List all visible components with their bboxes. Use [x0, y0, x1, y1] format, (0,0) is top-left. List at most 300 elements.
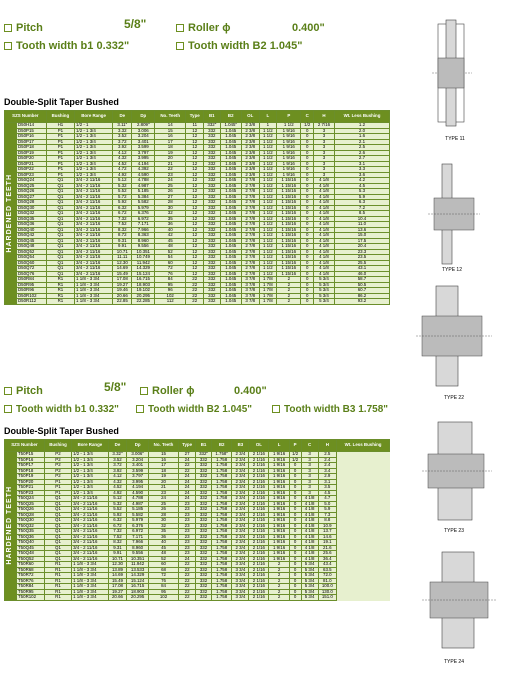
table-cell: 3.32 — [113, 128, 132, 134]
table-cell: 2 3/4 — [232, 529, 249, 535]
table-cell: 3.204 — [127, 457, 149, 463]
table-cell: 1.045 — [220, 134, 241, 140]
table-cell: 0 — [301, 178, 314, 184]
table-cell: 1.758 — [211, 474, 232, 480]
table-cell: 12 — [186, 244, 204, 250]
table-cell: 1.758 — [211, 595, 232, 601]
table-cell: 1 15/16 — [277, 178, 301, 184]
table2-title: Double-Split Taper Bushed — [4, 426, 119, 436]
table-cell: 2 — [269, 595, 289, 601]
table-cell: 2 1/16 — [249, 512, 269, 518]
table-cell: 12 — [186, 172, 204, 178]
table-cell: 4.788 — [132, 178, 155, 184]
table-cell: 3 — [301, 452, 318, 458]
column-header: Bushing — [44, 440, 71, 452]
table-cell: 16 — [149, 457, 179, 463]
table-cell: 1/2 - 1 3/4 — [75, 139, 113, 145]
table-cell: 7.32 — [113, 216, 132, 222]
table-cell: 3/4 - 2 11/16 — [75, 178, 113, 184]
table-cell: 11 — [186, 123, 204, 129]
table-cell: 24 — [179, 490, 196, 496]
table-cell: 22 — [186, 277, 204, 283]
table-cell: 2 3/4 — [232, 501, 249, 507]
table-cell: 1.2 — [334, 123, 389, 129]
table-cell: 2 7/8 — [241, 271, 259, 277]
table-cell: 93.2 — [334, 299, 389, 305]
table-cell: 1 1/2 — [259, 200, 277, 206]
table-cell: 2 3/8 — [241, 156, 259, 162]
table-cell: 9.91 — [113, 244, 132, 250]
table-cell: 2 3/4 — [232, 556, 249, 562]
table-cell: 48 — [149, 551, 179, 557]
table-cell: 1 15/16 — [277, 266, 301, 272]
table-cell: 2 3/8 — [241, 123, 259, 129]
table-cell: 2 7/8 — [241, 194, 259, 200]
table-cell: 21 — [149, 485, 179, 491]
table-cell: D50R112 — [17, 299, 47, 305]
table-cell: 4.987 — [127, 501, 149, 507]
table-cell: 1/2 - 1 — [75, 123, 113, 129]
table-cell: 2 — [277, 293, 301, 299]
table-cell: 13.89 — [108, 567, 127, 573]
table-cell: D50Q30 — [17, 205, 47, 211]
table-cell: 2 — [269, 567, 289, 573]
table-cell: 3.52 — [113, 134, 132, 140]
table-cell: 12 — [186, 178, 204, 184]
table-cell: 16 — [155, 134, 186, 140]
column-header: Bushing — [46, 111, 74, 123]
table-cell: 0 — [289, 595, 301, 601]
table-cell: 5 3/4 — [314, 277, 335, 283]
table-cell: 3/4 - 2 11/16 — [75, 194, 113, 200]
table-cell: 3.006" — [127, 452, 149, 458]
table-cell: 2 3/4 — [232, 507, 249, 513]
table-cell: 24 — [179, 485, 196, 491]
column-header: C — [301, 111, 314, 123]
table-cell: 332 — [196, 545, 212, 551]
table-cell: 5.32 — [113, 183, 132, 189]
table-cell: 24 — [179, 479, 196, 485]
table-cell: 4 1/8 — [301, 540, 318, 546]
table-cell: 1.758 — [211, 518, 232, 524]
table-cell: 1.045 — [220, 255, 241, 261]
table-cell: 1 7/8 — [259, 277, 277, 283]
table-cell: 1.045 — [220, 161, 241, 167]
table-cell: 19 — [149, 474, 179, 480]
table-cell: 1 15/16 — [277, 271, 301, 277]
table-cell: 2 3/4 — [232, 496, 249, 502]
column-header: Bore Range — [75, 111, 113, 123]
table-cell: 2 1/16 — [249, 551, 269, 557]
table-cell: 0 — [301, 244, 314, 250]
table-cell: 4 1/8 — [314, 189, 335, 195]
table-cell: 3/4 - 2 11/16 — [75, 233, 113, 239]
table-cell: 2 1/16 — [249, 457, 269, 463]
checkbox-icon — [4, 24, 12, 32]
table-cell: 0 — [289, 556, 301, 562]
table-cell: 1 9/16 — [269, 545, 289, 551]
table-cell: D50Q26 — [17, 189, 47, 195]
table-cell: 25.6 — [318, 551, 337, 557]
table-cell: Q1 — [44, 540, 71, 546]
table-cell: 3.92 — [113, 145, 132, 151]
table-cell: P1 — [46, 167, 74, 173]
table-cell: 32 — [155, 211, 186, 217]
table-cell: 4.92 — [113, 172, 132, 178]
table-cell: 3.599 — [127, 468, 149, 474]
table-cell: D50Q35 — [17, 216, 47, 222]
table-cell: T50R95 — [17, 589, 45, 595]
table-cell: 0 — [301, 128, 314, 134]
table-cell: 4.52 — [108, 485, 127, 491]
table-cell: 72 — [149, 573, 179, 579]
table-cell: 1/2 - 1 3/4 — [72, 485, 109, 491]
table-cell: 2 7/8 — [241, 227, 259, 233]
table-cell: 12 — [186, 128, 204, 134]
table-cell: 1.758 — [211, 589, 232, 595]
table-cell: 332 — [204, 128, 220, 134]
table-cell: 3 3/4 — [232, 567, 249, 573]
table-cell: 2 3/4 — [232, 490, 249, 496]
table-cell: 60 — [149, 562, 179, 568]
table-cell: 4 1/8 — [301, 496, 318, 502]
table-cell: 4.194 — [127, 485, 149, 491]
table-cell: T50R76 — [17, 578, 45, 584]
table-cell: 332 — [204, 288, 220, 294]
column-header: P — [277, 111, 301, 123]
table-cell: 0 — [289, 468, 301, 474]
table-cell: 2 1/16 — [249, 501, 269, 507]
table-cell: 12 — [186, 238, 204, 244]
table-cell: 0 — [289, 490, 301, 496]
table-cell: 3.797 — [132, 150, 155, 156]
table-cell: Q1 — [46, 260, 74, 266]
table-cell: 12 — [186, 222, 204, 228]
table-cell: 8.960 — [127, 545, 149, 551]
table-cell: 332 — [204, 167, 220, 173]
table-cell: 1/2 - 1 3/4 — [75, 150, 113, 156]
table-cell: 332 — [196, 584, 212, 590]
table-cell: 1 9/16 — [269, 523, 289, 529]
table-cell: 2 1/16 — [249, 545, 269, 551]
table-cell: 42 — [155, 233, 186, 239]
table-cell: 84 — [155, 277, 186, 283]
table-cell: 332 — [204, 150, 220, 156]
table-cell: 332 — [204, 299, 220, 305]
column-header: L — [269, 440, 289, 452]
table-cell: 5 3/4 — [314, 282, 335, 288]
table-cell: 1 15/16 — [277, 233, 301, 239]
column-header: Wt. Less Bushing — [334, 111, 389, 123]
table-cell: 5 3/4 — [301, 589, 318, 595]
table-cell: 2 3/4 — [232, 457, 249, 463]
table-cell: 2 3/8 — [241, 134, 259, 140]
table-cell: 20.66 — [113, 293, 132, 299]
table-cell: 24 — [149, 496, 179, 502]
table-cell: D50P23 — [17, 172, 47, 178]
table-cell: 5.582 — [132, 200, 155, 206]
table-cell: 9.556 — [132, 244, 155, 250]
table-cell: 15.49 — [108, 578, 127, 584]
table-cell: 1 9/16 — [269, 529, 289, 535]
table-cell: 4.7 — [318, 496, 337, 502]
table-cell: 2 — [269, 578, 289, 584]
table-cell: 0 — [301, 238, 314, 244]
table-cell: Q1 — [44, 501, 71, 507]
table-cell: D50R84 — [17, 277, 47, 283]
table-cell: 1 1/2 — [259, 189, 277, 195]
table-cell: 3 — [314, 134, 335, 140]
table-cell: 2 3/8 — [241, 150, 259, 156]
table-cell: 12 — [186, 139, 204, 145]
table-cell: 4.392 — [132, 167, 155, 173]
table-cell: 5 3/4 — [301, 584, 318, 590]
table-cell: 1 15/16 — [277, 211, 301, 217]
table-cell: 5.185 — [127, 507, 149, 513]
table-cell: 1.758 — [211, 479, 232, 485]
table-cell: 332 — [196, 518, 212, 524]
table-cell: 4 1/8 — [314, 260, 335, 266]
table-cell: 3 — [314, 139, 335, 145]
table-cell: 1.045 — [220, 200, 241, 206]
table-cell: 0 — [289, 551, 301, 557]
table-cell: Q1 — [46, 200, 74, 206]
column-header: Wt. Less Bushing — [337, 440, 390, 452]
table-cell: D50P22 — [17, 167, 47, 173]
table-cell: 43.4 — [318, 562, 337, 568]
table-cell: 2 — [269, 573, 289, 579]
table-cell: 332 — [196, 595, 212, 601]
column-header: Dp — [132, 111, 155, 123]
table-cell: 10.351 — [127, 556, 149, 562]
table-cell: 3 — [301, 463, 318, 469]
table-cell: 7.52 — [108, 534, 127, 540]
table-cell: 1/2 - 1 3/4 — [72, 490, 109, 496]
table-cell: 20.66 — [108, 595, 127, 601]
table-cell: 2 7/8 — [241, 205, 259, 211]
table-cell: 4.72 — [113, 167, 132, 173]
table-cell: 0 — [301, 277, 314, 283]
table-cell: 2 7/8 — [241, 216, 259, 222]
table-cell: 5.582 — [127, 512, 149, 518]
table-cell: 22 — [179, 463, 196, 469]
table-cell: 3.995 — [127, 479, 149, 485]
table-cell: T50Q25 — [17, 501, 45, 507]
table-cell: 3 3/4 — [232, 589, 249, 595]
table-cell: 12 — [186, 161, 204, 167]
table-cell: 1.6 — [334, 134, 389, 140]
table-cell: 14.69 — [113, 266, 132, 272]
table-cell: 22 — [186, 293, 204, 299]
table-cell: 2 7/8 — [241, 238, 259, 244]
table-cell: 7.966 — [127, 540, 149, 546]
pitch-label: Pitch — [4, 22, 43, 34]
table-cell: D50Q48 — [17, 244, 47, 250]
table-cell: 3 — [314, 150, 335, 156]
table-cell: Q1 — [44, 496, 71, 502]
table-cell: 1 15/16 — [277, 227, 301, 233]
table-cell: 1 9/16 — [269, 556, 289, 562]
table-cell: 8.5 — [334, 211, 389, 217]
table-cell: 3/4 - 2 11/16 — [72, 551, 109, 557]
table-cell: R1 — [44, 567, 71, 573]
table-cell: 15 — [155, 128, 186, 134]
table-cell: 36 — [149, 534, 179, 540]
table-cell: 3/4 - 2 11/16 — [75, 255, 113, 261]
table-cell: 0 — [301, 194, 314, 200]
table-cell: 12 — [186, 227, 204, 233]
table-cell: 1 1/8 - 3 3/4 — [72, 589, 109, 595]
table-cell: 0 — [301, 145, 314, 151]
table-cell: 1 1/8 - 3 3/4 — [72, 573, 109, 579]
table-cell: T50Q45 — [17, 545, 45, 551]
table-cell: 2 3/8 — [241, 167, 259, 173]
table-cell: 3 7/8 — [241, 288, 259, 294]
table-cell: 1.758 — [211, 584, 232, 590]
table-cell: 6.376 — [132, 211, 155, 217]
table-cell: 0 — [289, 507, 301, 513]
table-cell: 21 — [155, 161, 186, 167]
table-cell: 4 1/8 — [314, 249, 335, 255]
table-cell: 0 — [301, 288, 314, 294]
table-cell: 3 7/8 — [241, 282, 259, 288]
table-cell: 1 15/16 — [277, 244, 301, 250]
table-cell: 332 — [196, 485, 212, 491]
table-cell: 26 — [149, 507, 179, 513]
table-cell: 23 — [179, 501, 196, 507]
checkbox-icon — [4, 387, 12, 395]
table-cell: 10.71 — [113, 249, 132, 255]
table-cell: R1 — [46, 277, 74, 283]
table-cell: 36 — [155, 222, 186, 228]
table-cell: P1 — [46, 145, 74, 151]
table-cell: P1 — [46, 172, 74, 178]
table-cell: 2 3/8 — [241, 161, 259, 167]
table-cell: 1/2 - 1 3/4 — [75, 172, 113, 178]
table-cell: 332 — [204, 260, 220, 266]
table-cell: 2 1/16 — [249, 595, 269, 601]
table-cell: 3/4 - 2 11/16 — [72, 540, 109, 546]
table-cell: 1 1/2 — [259, 205, 277, 211]
table-cell: 68 — [149, 567, 179, 573]
table-cell: 2 3/8 — [241, 128, 259, 134]
table-cell: 1 1/2 — [259, 178, 277, 184]
column-header: B3 — [232, 440, 249, 452]
table-cell: 20.295 — [132, 293, 155, 299]
table-cell: 1 1/2 — [259, 260, 277, 266]
table-cell: 1 1/8 - 3 3/4 — [72, 584, 109, 590]
table-cell: 4 1/8 — [314, 227, 335, 233]
table-cell: 24 — [155, 178, 186, 184]
table-cell: 19.46 — [113, 288, 132, 294]
table-cell: 1 9/16 — [269, 490, 289, 496]
table-cell: 26 — [155, 189, 186, 195]
table-cell: 1 1/2 — [259, 216, 277, 222]
table-cell: 5 3/4 — [301, 578, 318, 584]
table-cell: 4 1/8 — [301, 551, 318, 557]
table-cell: 2 7/8 — [241, 255, 259, 261]
table-cell: D50Q54 — [17, 255, 47, 261]
table-cell: T50Q28 — [17, 512, 45, 518]
table-cell: 0 — [301, 161, 314, 167]
table-cell: 0 — [301, 189, 314, 195]
table-cell: 332 — [204, 277, 220, 283]
table-cell: 15.0 — [334, 233, 389, 239]
table-cell: 1 1/2 — [259, 227, 277, 233]
table-cell: 2 7/8 — [241, 249, 259, 255]
table-cell: 2 3/4 — [232, 474, 249, 480]
table-cell: 3/4 - 2 11/16 — [75, 271, 113, 277]
table-cell: 52 — [155, 249, 186, 255]
table-cell: P2 — [44, 474, 71, 480]
table-cell: 9.91 — [108, 551, 127, 557]
table-cell: 3/4 - 2 11/16 — [72, 523, 109, 529]
table-cell: 332 — [204, 266, 220, 272]
table-cell: 2 — [277, 299, 301, 305]
table-cell: 1.758 — [211, 529, 232, 535]
table-cell: 2 1/16 — [249, 529, 269, 535]
table-cell: 1 1/8 - 3 3/4 — [75, 288, 113, 294]
table-cell: 332 — [204, 233, 220, 239]
table-cell: 3 — [301, 474, 318, 480]
table-cell: 2 3/4 — [232, 452, 249, 458]
table-cell: 1 1/2 — [259, 150, 277, 156]
table-cell: T50P21 — [17, 485, 45, 491]
table-cell: 3 3/4 — [232, 578, 249, 584]
table-cell: 1.045 — [220, 238, 241, 244]
table-cell: 22 — [179, 595, 196, 601]
table-cell: 332 — [204, 211, 220, 217]
table-cell: 3.32" — [108, 452, 127, 458]
table-cell: 0 — [301, 222, 314, 228]
table-cell: 2 3/4 — [232, 485, 249, 491]
table-cell: 60.7 — [334, 288, 389, 294]
table-cell: 9.31 — [108, 545, 127, 551]
table-cell: 1 7/8 — [259, 299, 277, 305]
table-cell: 2 1/16 — [249, 474, 269, 480]
type-22-caption: TYPE 22 — [443, 395, 464, 401]
column-header: Bore Range — [72, 440, 109, 452]
table-cell: 1 1/2 — [259, 194, 277, 200]
table-cell: 1/2 - 1 3/4 — [72, 457, 109, 463]
table-cell: 5.0 — [318, 501, 337, 507]
table-cell: 1 1/8 - 3 3/4 — [72, 562, 109, 568]
table-cell: 84 — [149, 584, 179, 590]
table-cell: 0 — [289, 485, 301, 491]
table-cell: 1.758 — [211, 468, 232, 474]
table-cell: 3/4 - 2 11/16 — [72, 496, 109, 502]
table-cell: 100.0 — [318, 584, 337, 590]
table-cell: 17 — [155, 139, 186, 145]
table-cell: 332 — [204, 222, 220, 228]
table-cell: 2 — [269, 589, 289, 595]
table-cell: 2.4 — [318, 463, 337, 469]
table-cell: 3 7/8 — [241, 277, 259, 283]
table-cell: 4.32 — [108, 479, 127, 485]
table-cell: 3/4 - 2 11/16 — [72, 556, 109, 562]
pitch-value: 5/8" — [124, 17, 147, 31]
table-cell: 1.045 — [220, 260, 241, 266]
table-cell: 2 — [269, 562, 289, 568]
table-cell: 332 — [204, 172, 220, 178]
checkbox-icon — [176, 24, 184, 32]
table-cell: 21.6 — [318, 545, 337, 551]
table-cell: T50P15 — [17, 452, 45, 458]
table-cell: 14.69 — [108, 573, 127, 579]
table-cell: 0 — [289, 496, 301, 502]
hardened-teeth-label — [5, 452, 17, 601]
table-cell: 23 — [179, 518, 196, 524]
